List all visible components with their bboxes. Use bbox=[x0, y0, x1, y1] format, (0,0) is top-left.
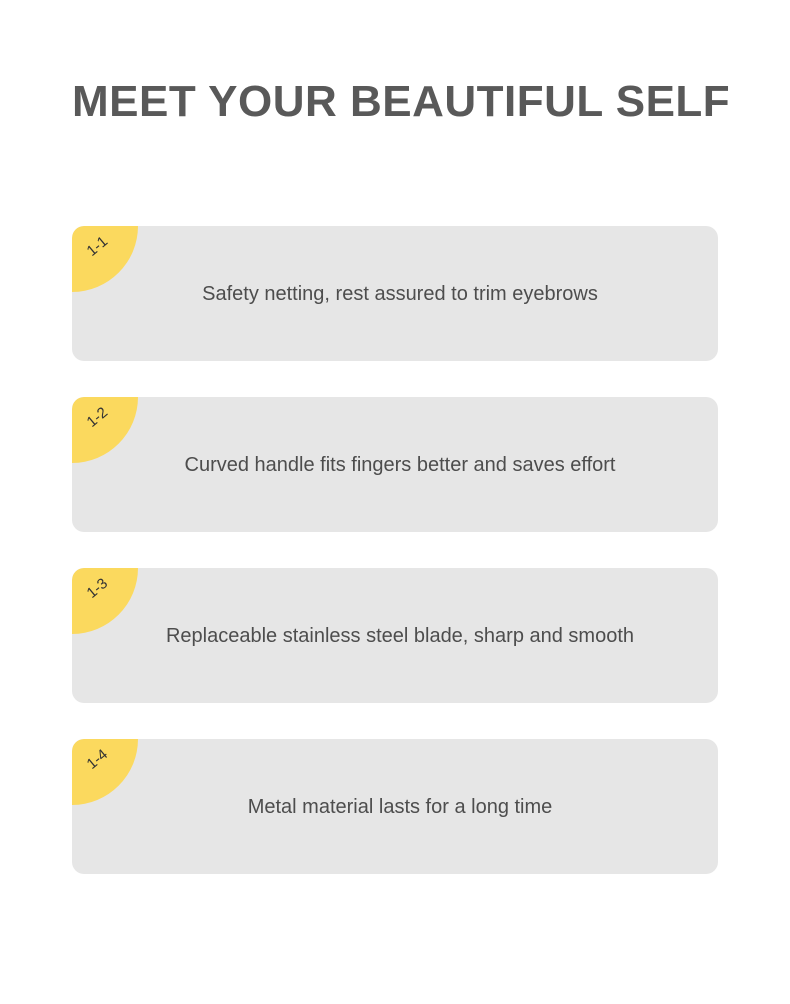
page-title: MEET YOUR BEAUTIFUL SELF bbox=[72, 77, 731, 126]
list-item bbox=[72, 568, 718, 703]
badge-label: 1-4 bbox=[83, 745, 111, 773]
feature-text: Safety netting, rest assured to trim eyebrows bbox=[202, 282, 598, 305]
list-item bbox=[72, 397, 718, 532]
badge-label: 1-3 bbox=[83, 574, 111, 602]
badge-label: 1-1 bbox=[83, 232, 111, 260]
feature-list bbox=[72, 226, 718, 874]
feature-text: Curved handle fits fingers better and saves effort bbox=[184, 453, 616, 476]
feature-text: Replaceable stainless steel blade, sharp and smooth bbox=[165, 624, 635, 647]
list-item bbox=[72, 226, 718, 361]
badge-label: 1-2 bbox=[83, 403, 111, 431]
list-item bbox=[72, 739, 718, 874]
feature-text: Metal material lasts for a long time bbox=[247, 795, 553, 818]
